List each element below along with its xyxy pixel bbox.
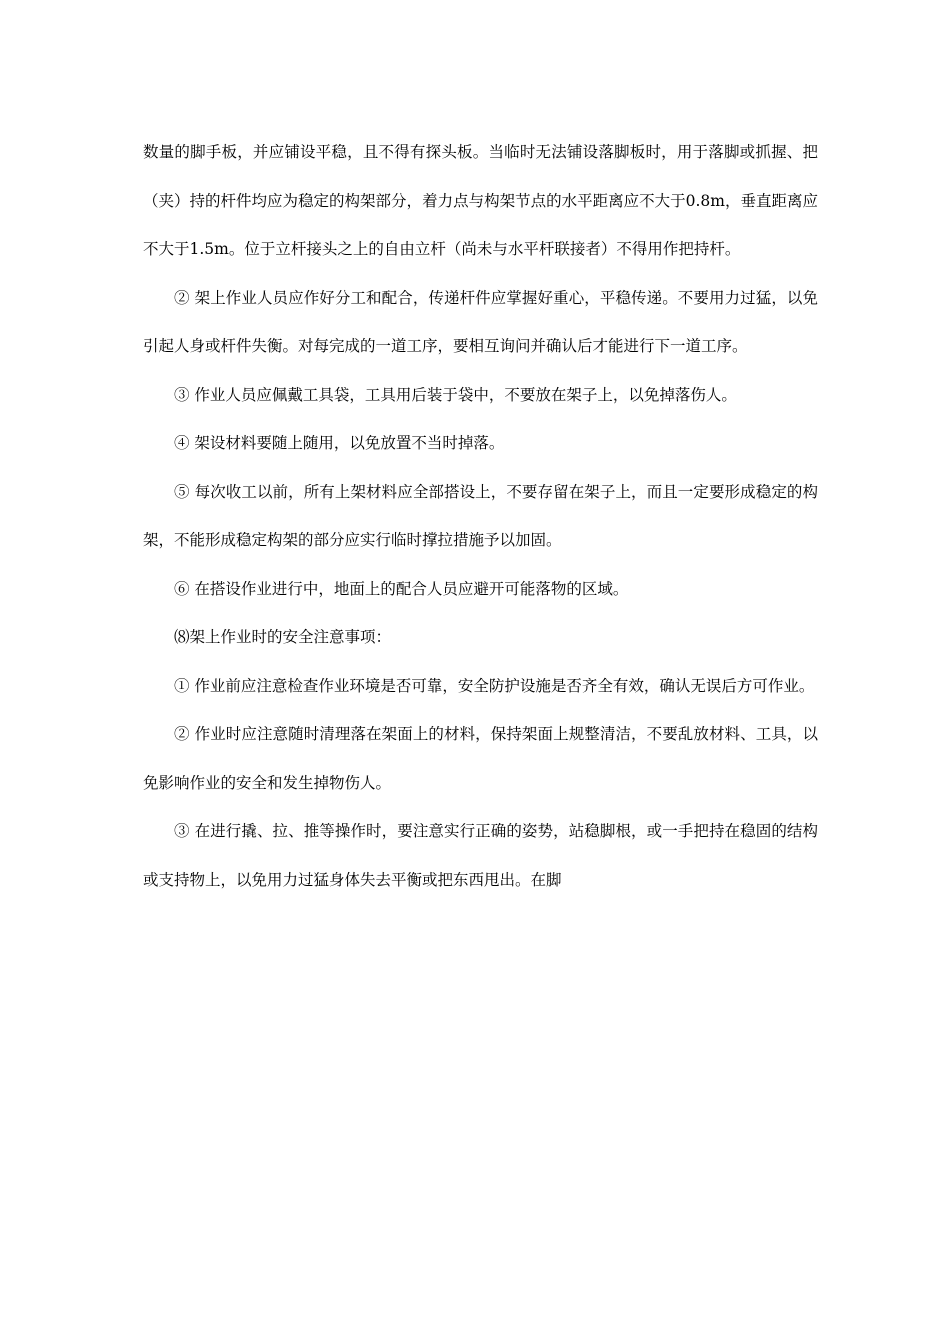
- paragraph-9: ③ 在进行撬、拉、推等操作时，要注意实行正确的姿势，站稳脚根，或一手把持在稳固的结构或支持物上，以免用力过猛身体失去平衡或把东西甩出。在脚: [143, 822, 818, 889]
- paragraph-2: ② 架上作业人员应作好分工和配合，传递杆件应掌握好重心，平稳传递。不要用力过猛，以免引起人身或杆件失衡。对每完成的一道工序，要相互询问并确认后才能进行下一道工序。: [143, 288, 818, 355]
- paragraph-7: ① 作业前应注意检查作业环境是否可靠，安全防护设施是否齐全有效，确认无误后方可作业。: [174, 676, 815, 695]
- paragraph-1: 数量的脚手板，并应铺设平稳，且不得有探头板。当临时无法铺设落脚板时，用于落脚或抓握、把（夹）持的杆件均应为稳定的构架部分，着力点与构架节点的水平距离应不大于0.8m，垂直距离应不大于1.5m。位于立杆接头之上的自由立杆（尚未与水平杆联接者）不得用作把持杆。: [143, 143, 818, 258]
- paragraph-4: ④ 架设材料要随上随用，以免放置不当时掉落。: [174, 434, 505, 452]
- paragraph-5: ⑤ 每次收工以前，所有上架材料应全部搭设上，不要存留在架子上，而且一定要形成稳定的构架，不能形成稳定构架的部分应实行临时撑拉措施予以加固。: [143, 482, 818, 549]
- section-heading: ⑻架上作业时的安全注意事项：: [174, 628, 392, 646]
- paragraph-8: ② 作业时应注意随时清理落在架面上的材料，保持架面上规整清洁，不要乱放材料、工具，以免影响作业的安全和发生掉物伤人。: [143, 725, 818, 792]
- document-body: [143, 128, 818, 904]
- paragraph-6: ⑥ 在搭设作业进行中，地面上的配合人员应避开可能落物的区域。: [174, 579, 629, 598]
- paragraph-3: ③ 作业人员应佩戴工具袋，工具用后装于袋中，不要放在架子上，以免掉落伤人。: [174, 385, 737, 404]
